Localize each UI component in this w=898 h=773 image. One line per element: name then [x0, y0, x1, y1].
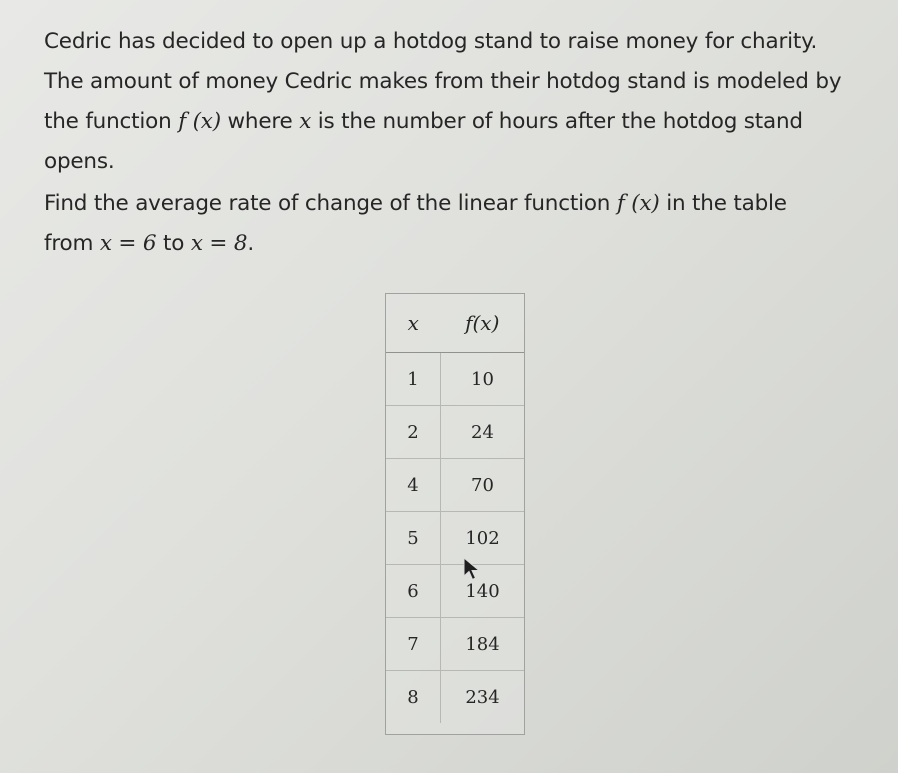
- table-row: [386, 618, 524, 671]
- variable-x: x: [299, 109, 312, 134]
- cell-fx: 70: [441, 459, 525, 512]
- problem-line-2: The amount of money Cedric makes from their hotdog stand is modeled by: [44, 69, 842, 94]
- cell-fx: 234: [465, 686, 500, 708]
- function-table: [385, 293, 525, 735]
- problem-line-3-mid: where: [220, 109, 300, 134]
- cell-fx: 140: [441, 565, 525, 618]
- question-to: to: [156, 231, 191, 256]
- question-line-2-start: from: [44, 231, 100, 256]
- function-notation: f (x): [178, 109, 221, 134]
- question-line-1-end: in the table: [659, 191, 787, 216]
- problem-line-3-end: is the number of hours after the hotdog stand: [311, 109, 803, 134]
- table-row: [386, 353, 524, 406]
- question-function-notation: f (x): [616, 191, 660, 216]
- cell-fx: 102: [441, 512, 525, 565]
- column-header-fx: f(x): [441, 294, 525, 353]
- problem-line-3-start: the function: [44, 109, 179, 134]
- cell-fx: 10: [441, 353, 525, 406]
- problem-line-4: opens.: [44, 149, 115, 174]
- cell-x: 1: [386, 353, 441, 406]
- cell-x: 6: [386, 565, 441, 618]
- table-row: [386, 671, 524, 724]
- cell-x: 8: [386, 671, 441, 724]
- table-header-row: [386, 294, 524, 353]
- cell-x: 7: [386, 618, 441, 671]
- problem-intro: [44, 22, 884, 182]
- values-table: [386, 294, 524, 723]
- table-row: [386, 459, 524, 512]
- cell-x: 4: [386, 459, 441, 512]
- mouse-pointer-icon: [462, 556, 484, 582]
- cell-fx: 24: [441, 406, 525, 459]
- interval-start: x = 6: [99, 231, 157, 256]
- problem-statement: [44, 22, 884, 264]
- interval-end: x = 8: [190, 231, 248, 256]
- cell-x: 2: [386, 406, 441, 459]
- table-row: [386, 565, 524, 618]
- table-row: [386, 512, 524, 565]
- cell-x: 5: [386, 512, 441, 565]
- column-header-x: x: [386, 294, 441, 353]
- problem-line-1: Cedric has decided to open up a hotdog stand to raise money for charity.: [44, 29, 818, 54]
- cell-fx: 184: [441, 618, 525, 671]
- question: [44, 184, 884, 264]
- question-line-1-start: Find the average rate of change of the linear function: [44, 191, 617, 216]
- table-row: [386, 406, 524, 459]
- question-period: .: [247, 231, 254, 256]
